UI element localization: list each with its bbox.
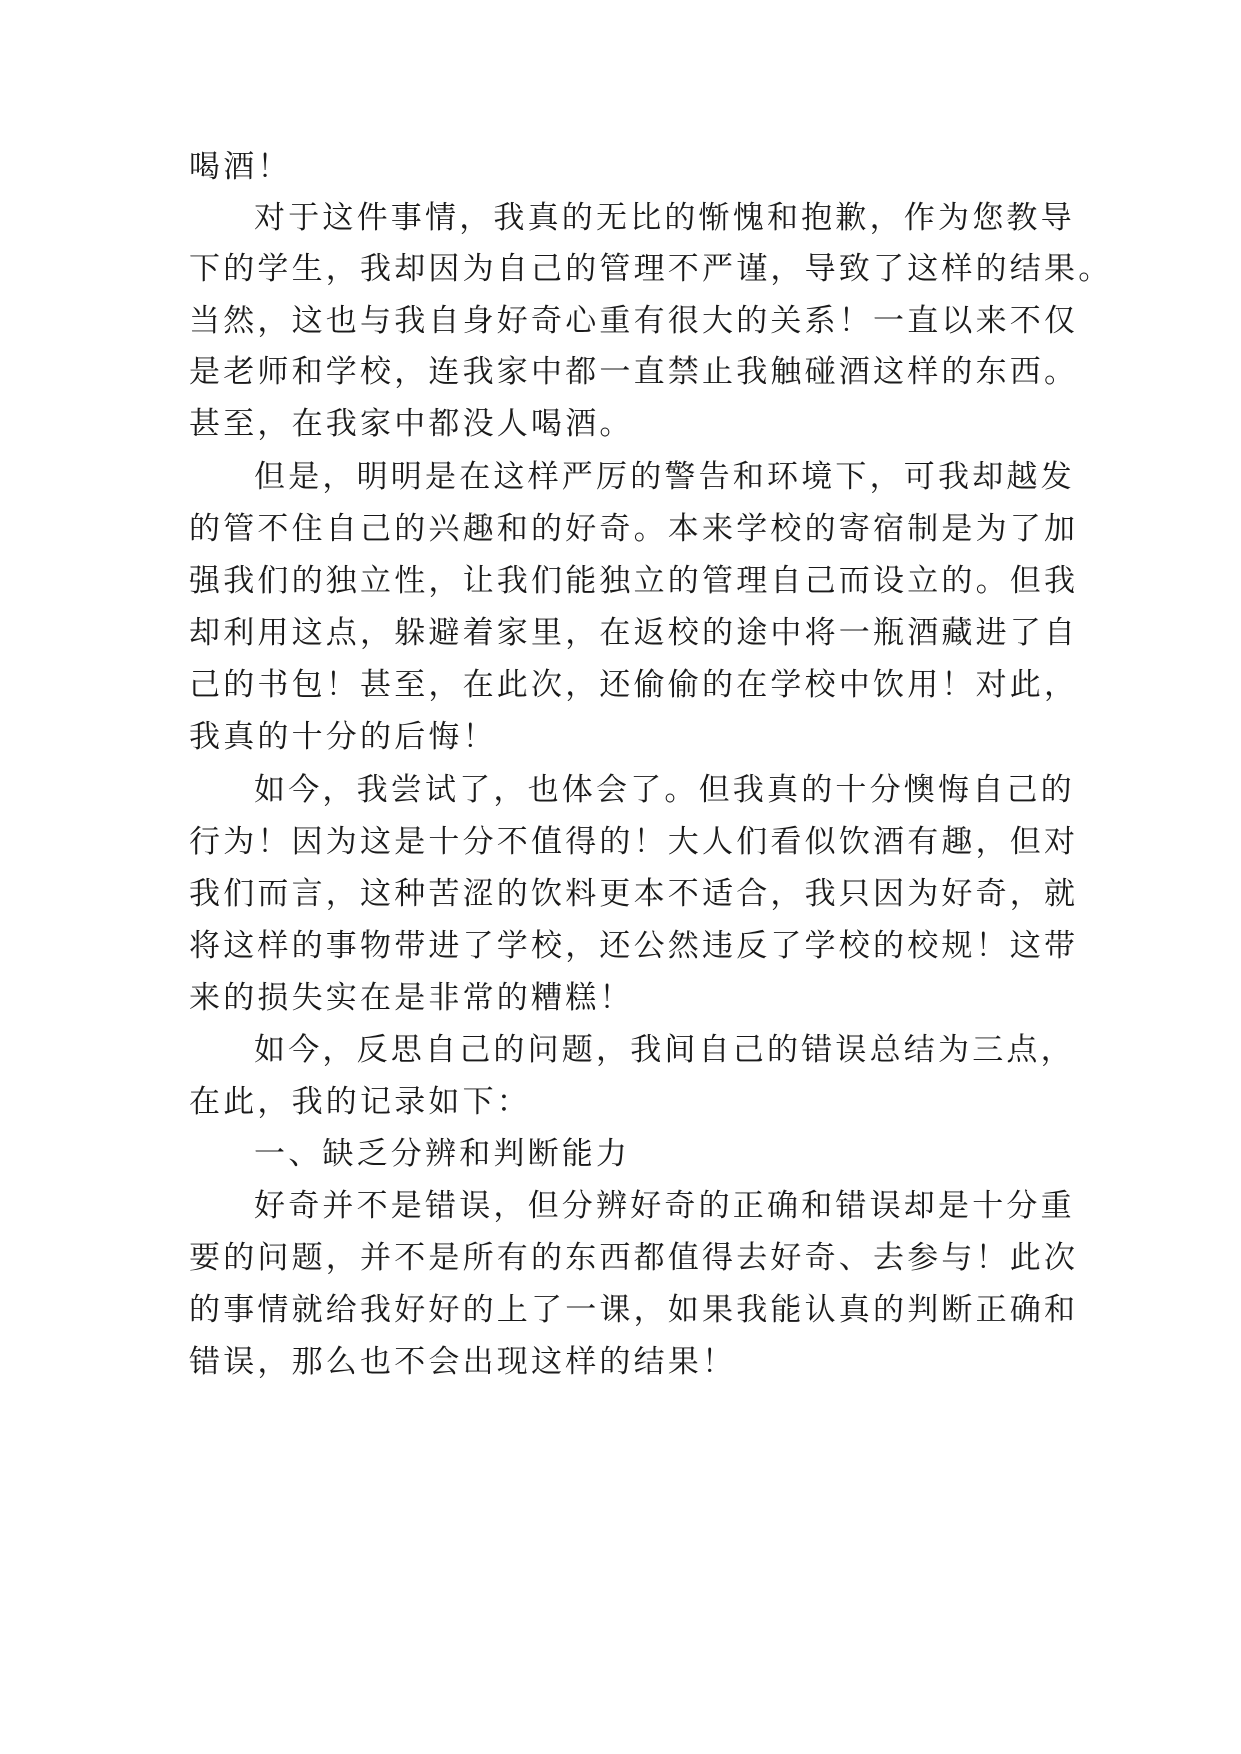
text-line: 甚至，在我家中都没人喝酒。 [189, 406, 634, 442]
text-line: 来的损失实在是非常的糟糕！ [189, 980, 634, 1016]
text-line: 是老师和学校，连我家中都一直禁止我触碰酒这样的东西。 [189, 354, 1079, 390]
section-heading: 一、缺乏分辨和判断能力 [254, 1136, 631, 1172]
text-line: 将这样的事物带进了学校，还公然违反了学校的校规！这带 [189, 928, 1079, 964]
text-line: 好奇并不是错误，但分辨好奇的正确和错误却是十分重 [254, 1188, 1075, 1224]
text-line: 的事情就给我好好的上了一课，如果我能认真的判断正确和 [189, 1292, 1079, 1328]
text-line: 喝酒！ [189, 149, 292, 185]
text-line: 如今，反思自己的问题，我间自己的错误总结为三点， [254, 1032, 1075, 1068]
text-line: 己的书包！甚至，在此次，还偷偷的在学校中饮用！对此， [189, 667, 1079, 703]
text-line: 我们而言，这种苦涩的饮料更本不适合，我只因为好奇，就 [189, 876, 1079, 912]
text-line: 却利用这点，躲避着家里，在返校的途中将一瓶酒藏进了自 [189, 615, 1079, 651]
text-line: 要的问题，并不是所有的东西都值得去好奇、去参与！此次 [189, 1240, 1079, 1276]
text-line: 下的学生，我却因为自己的管理不严谨，导致了这样的结果。 [189, 251, 1113, 287]
text-line: 的管不住自己的兴趣和的好奇。本来学校的寄宿制是为了加 [189, 511, 1079, 547]
text-line: 我真的十分的后悔！ [189, 719, 497, 755]
text-line: 强我们的独立性，让我们能独立的管理自己而设立的。但我 [189, 563, 1079, 599]
text-line: 但是，明明是在这样严厉的警告和环境下，可我却越发 [254, 459, 1075, 495]
text-line: 行为！因为这是十分不值得的！大人们看似饮酒有趣，但对 [189, 824, 1079, 860]
text-line: 错误，那么也不会出现这样的结果！ [189, 1344, 737, 1380]
text-line: 当然，这也与我自身好奇心重有很大的关系！一直以来不仅 [189, 303, 1079, 339]
text-line: 在此，我的记录如下： [189, 1084, 531, 1120]
text-line: 如今，我尝试了，也体会了。但我真的十分懊悔自己的 [254, 772, 1075, 808]
text-line: 对于这件事情，我真的无比的惭愧和抱歉，作为您教导 [254, 200, 1075, 236]
